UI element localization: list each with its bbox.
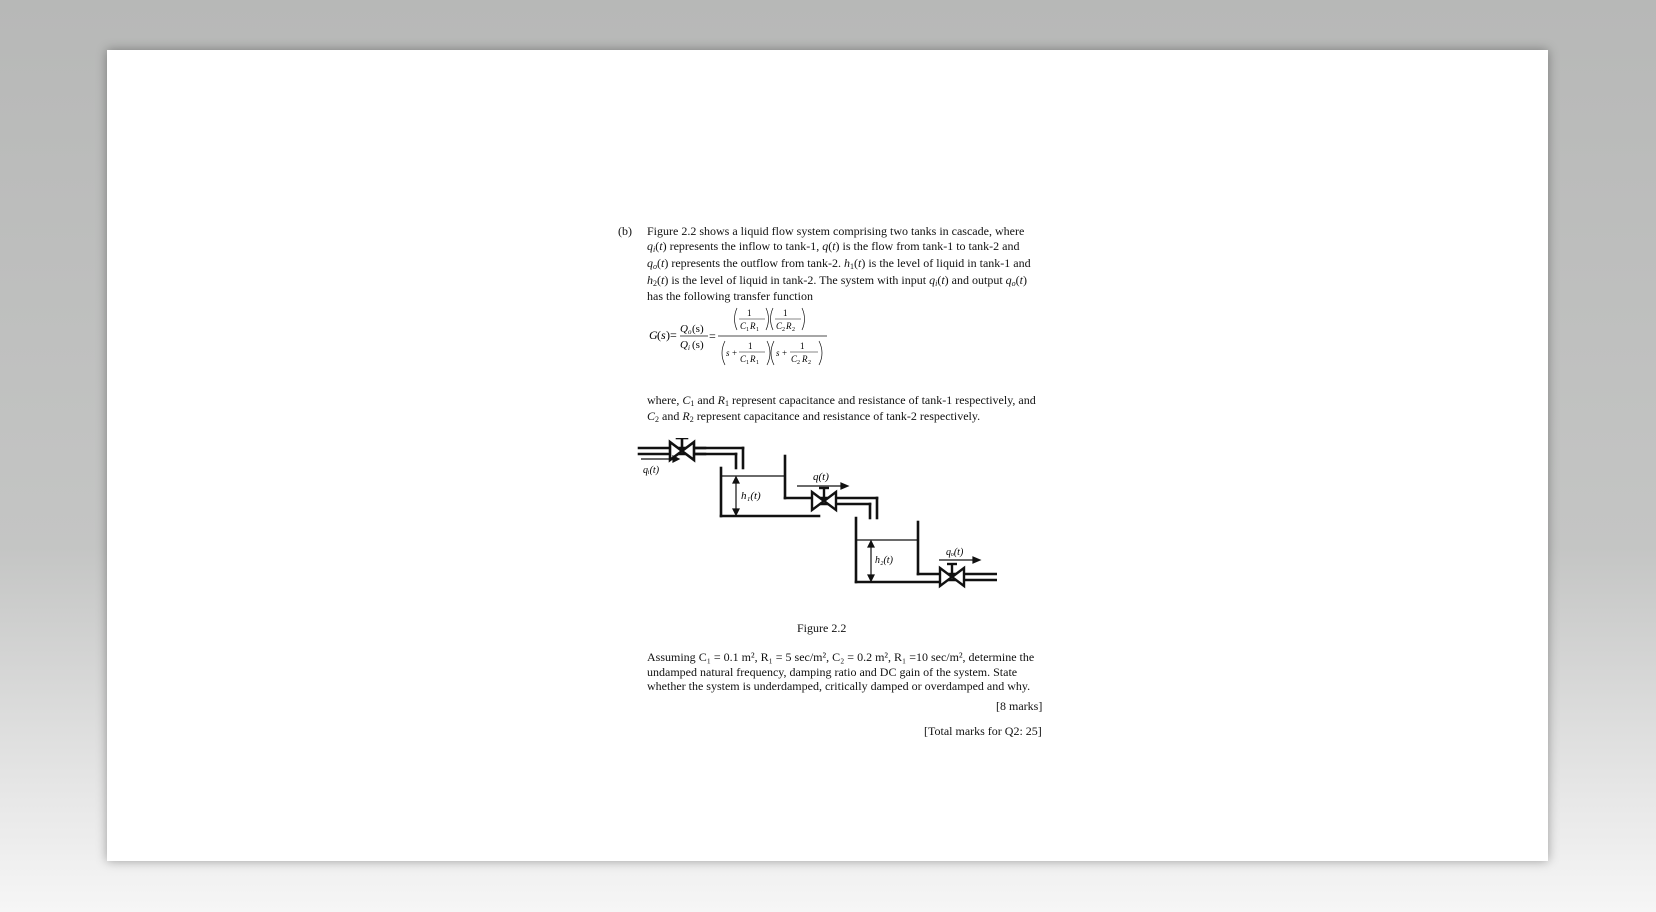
svg-text:C: C <box>740 354 747 364</box>
label-qi: qᵢ(t) <box>643 465 660 476</box>
label-qo: qₒ(t) <box>946 547 964 558</box>
svg-text:C: C <box>791 354 798 364</box>
svg-text:i: i <box>688 344 690 352</box>
svg-text:R: R <box>802 354 808 364</box>
svg-text:1: 1 <box>746 327 749 333</box>
outlet-valve-right <box>952 568 964 586</box>
svg-text:2: 2 <box>792 327 795 333</box>
marks-label: [8 marks] <box>996 699 1043 713</box>
question-line-1: Assuming C₁ = 0.1 m², R₁ = 5 sec/m², C₂ = 0.2 m², R₁ =10 sec/m², determine the <box>647 650 1035 664</box>
svg-text:s: s <box>726 348 730 358</box>
svg-text:G: G <box>649 328 658 342</box>
document-page <box>107 50 1548 861</box>
svg-text:(s): (s) <box>692 339 704 351</box>
svg-text:1: 1 <box>748 341 753 351</box>
where-line-1: where, $C_1$ and $R_1$ represent capacitance and resistance of tank-1 respectively, and <box>647 393 1036 408</box>
where-line-2: $C_2$ and $R_2$ represent capacitance and resistance of tank-2 respectively. <box>647 409 981 424</box>
svg-text:1: 1 <box>800 341 805 351</box>
svg-text:+: + <box>732 348 738 358</box>
label-q: q(t) <box>813 471 829 483</box>
svg-text:R: R <box>786 321 792 331</box>
svg-text:Q: Q <box>680 339 688 351</box>
inlet-valve-right <box>682 442 694 460</box>
total-marks-label: [Total marks for Q2: 25] <box>924 724 1042 738</box>
intro-line-2: $q_i(t)$ represents the inflow to tank-1, q(t) is the flow from tank-1 to tank-2 and <box>647 239 1020 254</box>
svg-text:R: R <box>750 321 756 331</box>
intro-line-1: Figure 2.2 shows a liquid flow system comprising two tanks in cascade, where <box>647 224 1025 238</box>
svg-text:o: o <box>688 328 692 336</box>
svg-text:=: = <box>709 329 716 343</box>
svg-text:(: ( <box>657 328 661 342</box>
svg-text:C: C <box>740 321 747 331</box>
mid-valve-right <box>824 492 836 510</box>
svg-text:2: 2 <box>808 360 811 366</box>
svg-text:(s): (s) <box>692 323 704 335</box>
svg-text:C: C <box>776 321 783 331</box>
intro-line-3: $q_o(t)$ represents the outflow from tank-2. $h_1(t)$ is the level of liquid in tank-1 and <box>647 256 1031 271</box>
figure-caption: Figure 2.2 <box>797 621 847 635</box>
svg-text:R: R <box>750 354 756 364</box>
label-h1: h₁(t) <box>741 490 761 502</box>
svg-text:1: 1 <box>783 308 788 318</box>
svg-text:s: s <box>661 328 666 342</box>
svg-text:Q: Q <box>680 323 688 335</box>
svg-text:1: 1 <box>746 360 749 366</box>
tank-system-diagram <box>637 438 997 613</box>
svg-text:1: 1 <box>756 327 759 333</box>
question-line-3: whether the system is underdamped, critically damped or overdamped and why. <box>647 679 1031 693</box>
intro-line-5: has the following transfer function <box>647 289 813 303</box>
transfer-function-svg <box>647 302 837 372</box>
transfer-function-equation <box>647 302 837 372</box>
label-h2: h₂(t) <box>875 555 893 566</box>
svg-text:)=: )= <box>666 328 677 342</box>
question-line-2: undamped natural frequency, damping ratio and DC gain of the system. State <box>647 665 1018 679</box>
part-label: (b) <box>618 224 632 238</box>
svg-text:2: 2 <box>797 360 800 366</box>
svg-text:2: 2 <box>782 327 785 333</box>
intro-line-4: $h_2(t)$ is the level of liquid in tank-2. The system with input $q_i(t)$ and output $q_o(t)$ <box>647 273 1028 288</box>
svg-text:1: 1 <box>756 360 759 366</box>
svg-text:+: + <box>782 348 788 358</box>
svg-text:1: 1 <box>747 308 752 318</box>
svg-text:s: s <box>776 348 780 358</box>
